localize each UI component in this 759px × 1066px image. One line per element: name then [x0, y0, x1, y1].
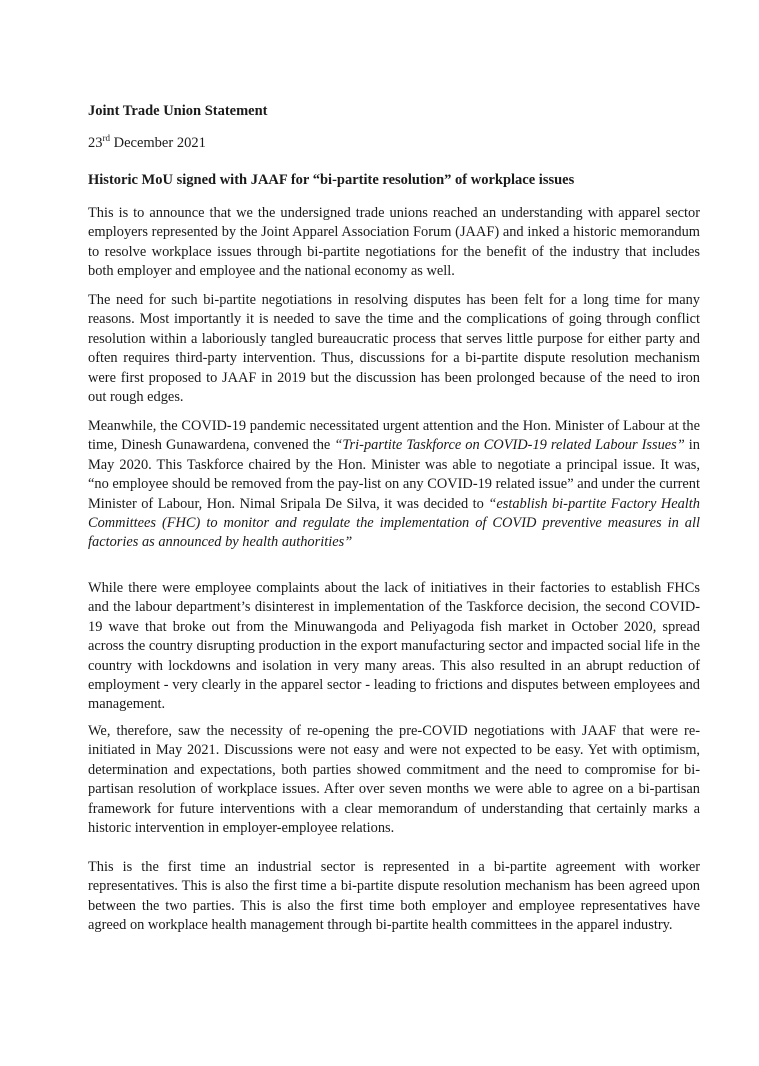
paragraph-first-time: This is the first time an industrial sector is represented in a bi-partite agreement with worker representatives. This is also the first time a bi-partite dispute resolution mechanism has been agreed upon between the two parties. This is also the first time both employer and employee representatives have agreed on workplace health management through bi-partite health committees in the apparel industry.	[88, 859, 700, 934]
paragraph-announcement: This is to announce that we the undersigned trade unions reached an understanding with apparel sector employers represented by the Joint Apparel Association Forum (JAAF) and inked a historic memorandum to resolve workplace issues through bi-partite negotiations for the benefit of the industry that includes both employer and employee and the national economy as well.	[88, 205, 700, 280]
headline: Historic MoU signed with JAAF for “bi-partite resolution” of workplace issues	[88, 172, 575, 188]
taskforce-title-quote: “Tri-partite Taskforce on COVID-19 related Labour Issues”	[334, 437, 685, 454]
date-rest: December 2021	[110, 135, 206, 151]
taskforce-text-1: Meanwhile, the COVID-19 pandemic necessitated urgent attention and the Hon. Minister of Labour at the time, Dinesh Gunawardena, convened the	[88, 418, 700, 454]
paragraph-second-wave: While there were employee complaints about the lack of initiatives in their factories to establish FHCs and the labour department’s disinterest in implementation of the Taskforce decision, the second COVID-19 wave that broke out from the Minuwangoda and Peliyagoda fish market in October 2020, spread across the country disrupting production in the export manufacturing sector and impacted social life in the country with lockdowns and isolation in very many areas. This also resulted in an abrupt reduction of employment - very clearly in the apparel sector - leading to frictions and disputes between employees and management.	[88, 580, 700, 713]
fhc-decision-quote: “establish bi-partite Factory Health Committees (FHC) to monitor and regulate the implementation of COVID preventive measures in all factories as announced by health authorities”	[88, 495, 701, 551]
taskforce-text-2: in May 2020. This Taskforce chaired by the Hon. Minister was able to negotiate a principal issue. It was, “no employee should be removed from the pay-list on any COVID-19 related issue” and under the current Minister of Labour, Hon. Nimal Sripala De Silva, it was decided to	[88, 437, 700, 512]
paragraph-negotiations: We, therefore, saw the necessity of re-opening the pre-COVID negotiations with JAAF that were re-initiated in May 2021. Discussions were not easy and were not expected to be easy. Yet with optimism, determination and expectations, both parties showed commitment and the need to compromise for bi-partisan resolution of workplace issues. After over seven months we were able to agree on a bi-partisan framework for future interventions with a clear memorandum of understanding that certainly marks a historic intervention in employer-employee relations.	[88, 723, 700, 837]
statement-title: Joint Trade Union Statement	[88, 103, 268, 119]
date-day: 23	[88, 135, 103, 151]
paragraph-need: The need for such bi-partite negotiations in resolving disputes has been felt for a long time for many reasons. Most importantly it is needed to save the time and the complications of going through conflict resolution within a laboriously tangled bureaucratic process that serves little purpose for either party and often requires third-party intervention. Thus, discussions for a bi-partite dispute resolution mechanism were first proposed to JAAF in 2019 but the discussion has been prolonged because of the need to iron out rough edges.	[88, 292, 700, 406]
paragraph-covid-taskforce	[88, 417, 700, 553]
date-suffix: rd	[102, 133, 110, 143]
statement-date	[88, 135, 206, 152]
